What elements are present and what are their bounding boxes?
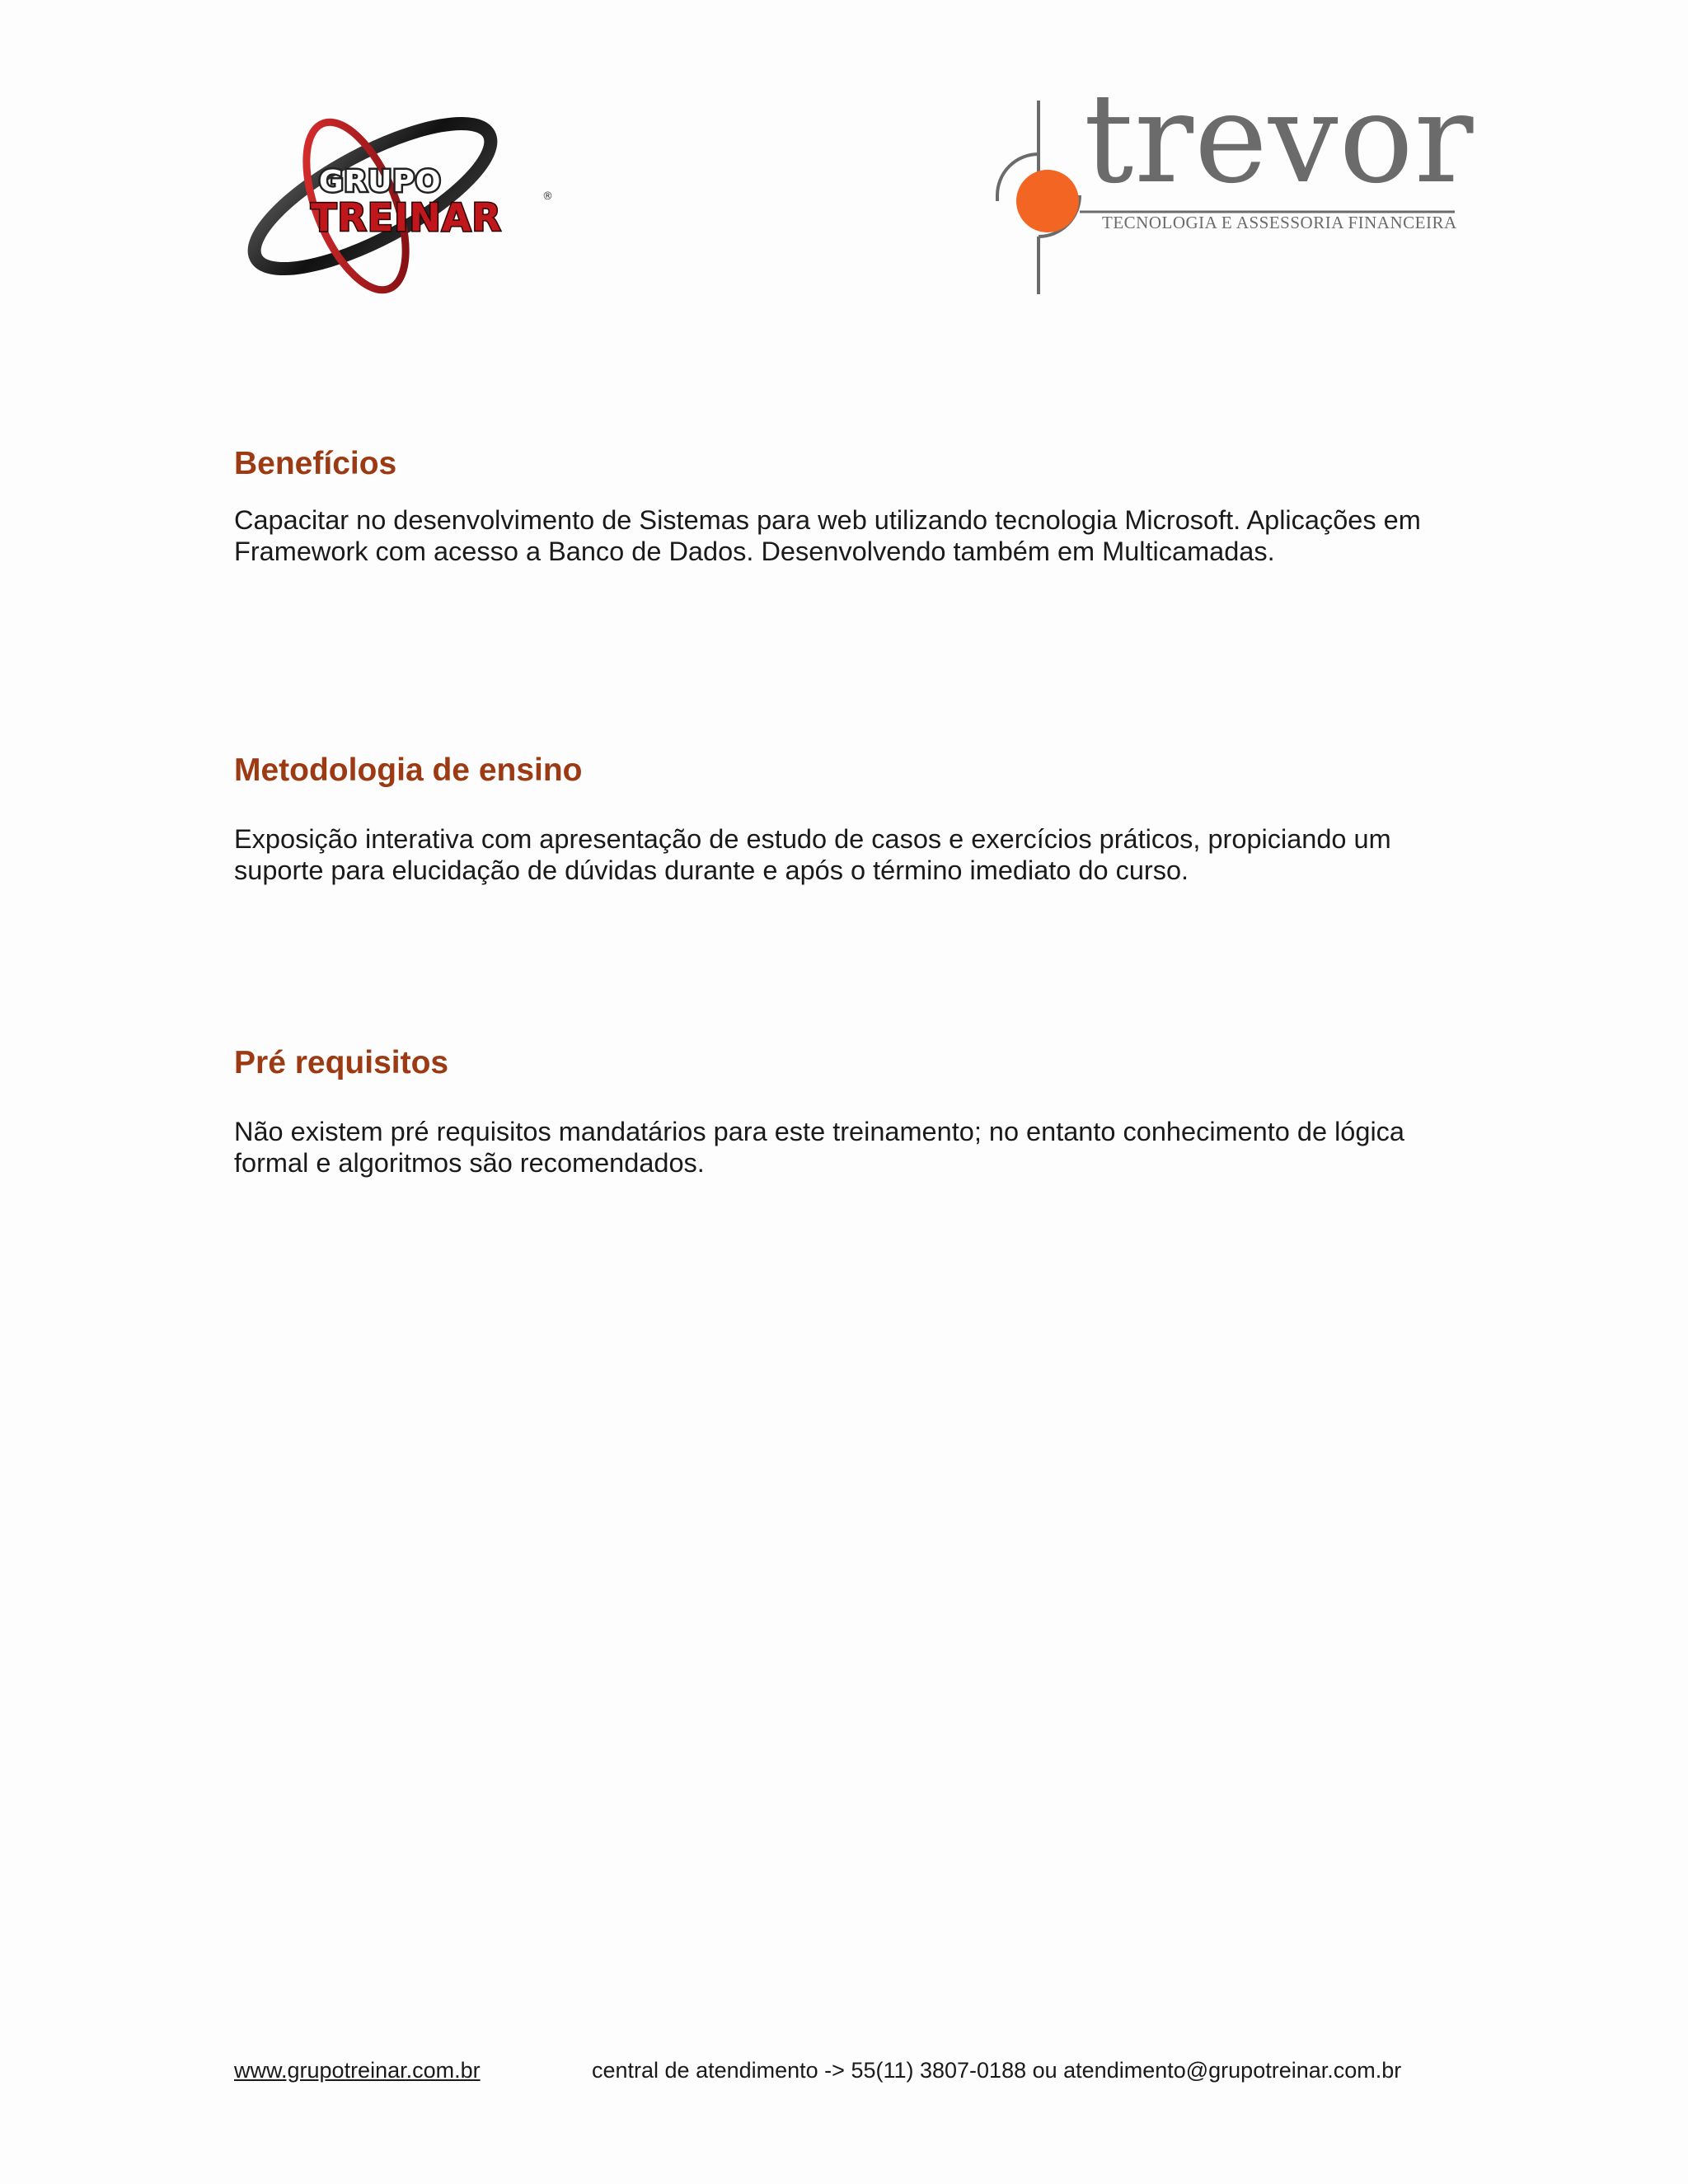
svg-text:®: ® xyxy=(542,190,553,203)
trevor-wordmark: trevor xyxy=(1084,68,1475,211)
section-metodologia xyxy=(234,752,1454,886)
section-pre-requisitos xyxy=(234,1044,1454,1179)
section-title: Metodologia de ensino xyxy=(234,752,583,788)
section-text: Capacitar no desenvolvimento de Sistemas para web utilizando tecnologia Microsoft. Aplicações em Framework com acesso a Banco de Dados. Desenvolvendo também em Multicamadas. xyxy=(234,504,1421,566)
svg-text:TREINAR: TREINAR xyxy=(311,195,502,240)
website-link[interactable]: www.grupotreinar.com.br xyxy=(234,2058,481,2083)
footer-website xyxy=(234,2058,481,2083)
section-title: Pré requisitos xyxy=(234,1045,449,1080)
section-text: Exposição interativa com apresentação de estudo de casos e exercícios práticos, propiciando um suporte para elucidação de dúvidas durante e após o término imediato do curso. xyxy=(234,823,1391,885)
svg-text:GRUPO: GRUPO xyxy=(319,165,442,199)
trevor-logo xyxy=(993,68,1475,298)
section-title: Benefícios xyxy=(234,446,397,481)
section-text: Não existem pré requisitos mandatários para este treinamento; no entanto conhecimento de lógica formal e algoritmos são recomendados. xyxy=(234,1116,1404,1178)
trevor-tagline: TECNOLOGIA E ASSESSORIA FINANCEIRA xyxy=(1102,213,1457,232)
footer-contact: central de atendimento -> 55(11) 3807-0188 ou atendimento@grupotreinar.com.br xyxy=(592,2058,1402,2083)
grupo-treinar-logo xyxy=(232,107,562,302)
section-beneficios xyxy=(234,445,1454,567)
